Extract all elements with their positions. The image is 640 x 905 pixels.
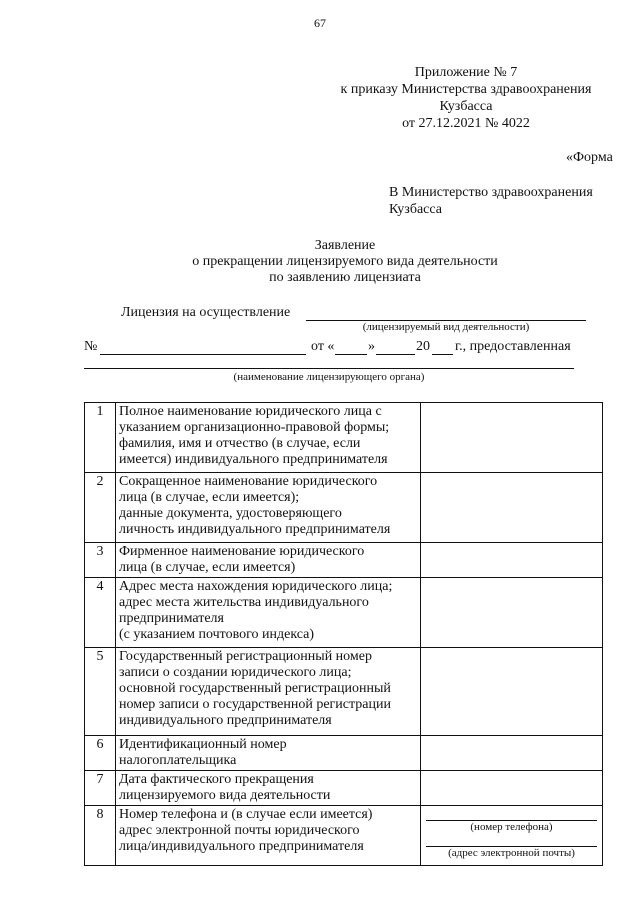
row-description <box>116 648 421 736</box>
table-row <box>85 473 603 543</box>
table-row <box>85 648 603 736</box>
row-desc-line: указанием организационно-правовой формы; <box>119 420 390 435</box>
row-desc-line: Дата фактического прекращения <box>119 772 314 787</box>
row-desc-line: Государственный регистрационный номер <box>119 649 372 664</box>
date-year-prefix: 20 <box>416 339 430 354</box>
row-description <box>116 473 421 543</box>
row-desc-line: (с указанием почтового индекса) <box>119 627 315 642</box>
license-activity-hint: (лицензируемый вид деятельности) <box>362 321 530 333</box>
row-value-cell[interactable] <box>421 403 603 473</box>
row-desc-line: личность индивидуального предпринимателя <box>119 522 391 537</box>
appendix-title: Приложение № 7 <box>414 65 518 80</box>
forma-label: «Форма <box>566 150 613 165</box>
number-sign: № <box>84 339 98 354</box>
table-row <box>85 771 603 806</box>
row-number: 2 <box>85 473 116 543</box>
row-description <box>116 403 421 473</box>
appendix-block <box>316 64 616 132</box>
date-day-field[interactable] <box>335 354 367 355</box>
row-value-cell[interactable] <box>421 578 603 648</box>
row-desc-line: Идентификационный номер <box>119 737 287 752</box>
row-number: 8 <box>85 806 116 866</box>
row-number: 4 <box>85 578 116 648</box>
row-value-cell[interactable] <box>421 543 603 578</box>
addressee-line-1: В Министерство здравоохранения <box>389 185 593 200</box>
row-desc-line: Адрес места нахождения юридического лица; <box>119 579 393 594</box>
row-desc-line: лица/индивидуального предпринимателя <box>119 839 364 854</box>
row-number: 6 <box>85 736 116 771</box>
row-desc-line: записи о создании юридического лица; <box>119 665 352 680</box>
appendix-date: от 27.12.2021 № 4022 <box>402 116 530 131</box>
row-desc-line: адрес электронной почты юридического <box>119 823 360 838</box>
licensing-authority-field[interactable] <box>84 368 574 369</box>
license-label: Лицензия на осуществление <box>121 305 291 320</box>
table-row <box>85 578 603 648</box>
date-quote-close: » <box>368 339 375 354</box>
table-row <box>85 736 603 771</box>
appendix-order-ref: к приказу Министерства здравоохранения <box>340 82 592 97</box>
row-desc-line: основной государственный регистрационный <box>119 681 391 696</box>
row-desc-line: данные документа, удостоверяющего <box>119 506 342 521</box>
title-line-1: Заявление <box>314 238 376 253</box>
row-description <box>116 771 421 806</box>
addressee-line-2: Кузбасса <box>389 202 442 217</box>
row-number: 5 <box>85 648 116 736</box>
appendix-region: Кузбасса <box>439 99 493 114</box>
page-number: 67 <box>314 16 326 30</box>
date-from-label: от « <box>311 339 335 354</box>
row-number: 3 <box>85 543 116 578</box>
application-data-table <box>84 402 603 866</box>
email-hint: (адрес электронной почты) <box>448 847 575 859</box>
row-desc-line: лица (в случае, если имеется) <box>119 560 296 575</box>
row-value-cell[interactable] <box>421 648 603 736</box>
table-row <box>85 806 603 866</box>
row-value-cell <box>421 806 603 866</box>
row-desc-line: Полное наименование юридического лица с <box>119 404 382 419</box>
row-desc-line: Фирменное наименование юридического <box>119 544 365 559</box>
date-month-field[interactable] <box>376 354 415 355</box>
date-year-field[interactable] <box>432 354 453 355</box>
row-description <box>116 578 421 648</box>
row-value-cell[interactable] <box>421 473 603 543</box>
row-desc-line: адрес места жительства индивидуального <box>119 595 369 610</box>
table-row <box>85 403 603 473</box>
addressee-block <box>389 184 593 218</box>
row-value-cell[interactable] <box>421 736 603 771</box>
row-number: 7 <box>85 771 116 806</box>
row-desc-line: фамилия, имя и отчество (в случае, если <box>119 436 361 451</box>
row-desc-line: Номер телефона и (в случае если имеется) <box>119 807 373 822</box>
row-desc-line: лицензируемого вида деятельности <box>119 788 331 803</box>
licensing-authority-hint: (наименование лицензирующего органа) <box>233 371 425 383</box>
row-desc-line: имеется) индивидуального предпринимателя <box>119 452 388 467</box>
row-desc-line: предпринимателя <box>119 611 224 626</box>
title-line-2: о прекращении лицензируемого вида деятельности <box>192 254 498 269</box>
row-description <box>116 806 421 866</box>
phone-hint: (номер телефона) <box>470 821 553 833</box>
license-number-field[interactable] <box>100 354 306 355</box>
row-desc-line: налогоплательщика <box>119 753 237 768</box>
row-desc-line: лица (в случае, если имеется); <box>119 490 300 505</box>
row-desc-line: Сокращенное наименование юридического <box>119 474 378 489</box>
title-line-3: по заявлению лицензиата <box>269 270 421 285</box>
row-value-cell[interactable] <box>421 771 603 806</box>
document-title <box>120 238 570 286</box>
row-description <box>116 543 421 578</box>
row-desc-line: номер записи о государственной регистрации <box>119 697 391 712</box>
row-desc-line: индивидуального предпринимателя <box>119 713 332 728</box>
date-year-suffix: г., предоставленная <box>455 339 571 354</box>
table-row <box>85 543 603 578</box>
row-description <box>116 736 421 771</box>
row-number: 1 <box>85 403 116 473</box>
